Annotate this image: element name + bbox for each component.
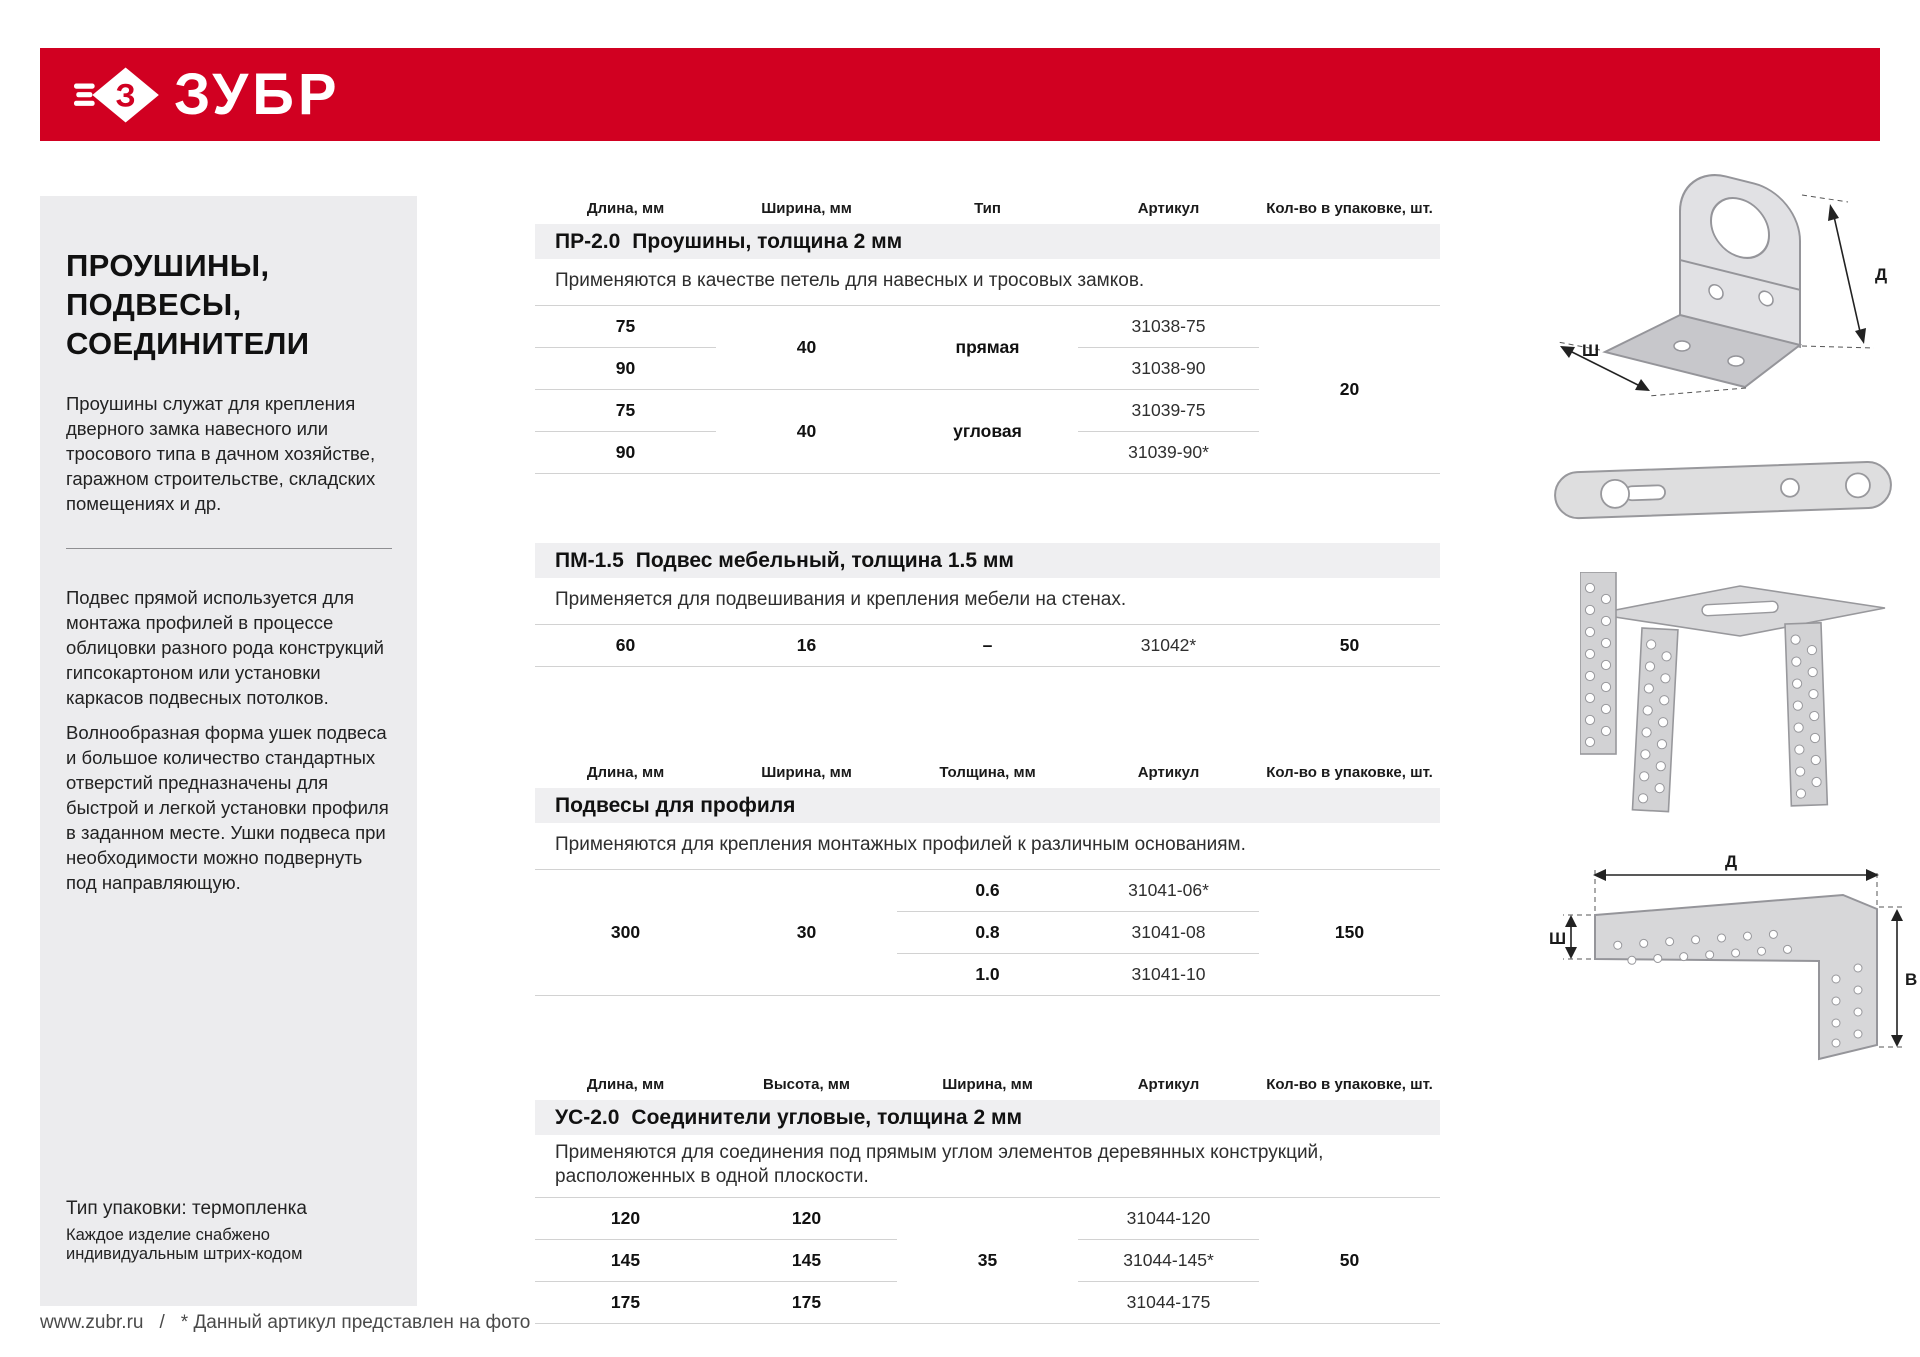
col-header-thickness: Толщина, мм (939, 763, 1036, 781)
section-code: ПМ-1.5 (555, 548, 624, 572)
cell-article: 31041-08 (1078, 911, 1259, 953)
angle-eyelet-figure (1530, 150, 1920, 400)
cell-length: 60 (535, 624, 716, 666)
section-row (535, 788, 1440, 823)
cell-length: 75 (535, 389, 716, 431)
page-footer (40, 1312, 530, 1334)
section-description (535, 1135, 1440, 1198)
col-header-height: Высота, мм (763, 1075, 850, 1093)
dimension-label-length: Д (1724, 852, 1738, 871)
table-block-eyelets (535, 196, 1440, 474)
col-header-qty: Кол-во в упаковке, шт. (1266, 763, 1433, 781)
column-header-row (535, 1072, 1440, 1100)
cell-length: 120 (535, 1198, 716, 1240)
table-block-furniture-hanger (535, 543, 1440, 667)
cell-height: 120 (716, 1198, 897, 1240)
cell-article: 31044-145* (1078, 1240, 1259, 1282)
section-description: Применяется для подвешивания и крепления мебели на стенах. (555, 588, 1127, 610)
col-header-qty: Кол-во в упаковке, шт. (1266, 199, 1433, 217)
cell-article: 31044-120 (1078, 1198, 1259, 1240)
cell-length: 145 (535, 1240, 716, 1282)
cell-article: 31041-06* (1078, 869, 1259, 911)
col-header-article: Артикул (1137, 1075, 1200, 1093)
corner-connector-figure (1545, 845, 1920, 1085)
packaging-note: Каждое изделие снабжено индивидуальным штрих-кодом (66, 1226, 303, 1263)
cell-width: 30 (716, 869, 897, 995)
cell-qty: 50 (1259, 624, 1440, 666)
cell-width: 40 (716, 389, 897, 473)
col-header-type: Тип (974, 199, 1001, 217)
cell-height: 175 (716, 1282, 897, 1324)
section-code: УС-2.0 (555, 1105, 620, 1129)
cell-length: 175 (535, 1282, 716, 1324)
brand-name: ЗУБР (174, 61, 341, 127)
cell-article: 31041-10 (1078, 953, 1259, 995)
page-title-line: ПРОУШИНЫ, (66, 248, 270, 283)
page-title (66, 246, 392, 363)
cell-article: 31039-90* (1078, 431, 1259, 473)
corner-connectors-table (535, 1072, 1440, 1324)
cell-type: угловая (897, 389, 1078, 473)
packaging-type: Тип упаковки: термопленка (66, 1198, 307, 1219)
packaging-info (66, 1198, 392, 1264)
col-header-width: Ширина, мм (761, 199, 852, 217)
section-title-corner-connectors (535, 1100, 1440, 1135)
section-title-furniture-hanger (535, 543, 1440, 578)
zubr-diamond-icon (74, 59, 160, 131)
table-row (535, 1198, 1440, 1240)
footer-asterisk-note: * Данный артикул представлен на фото (180, 1312, 531, 1333)
description-row (535, 823, 1440, 869)
intro-paragraph-hangers: Подвес прямой используется для монтажа профилей в процессе облицовки разного рода конструкций гипсокартоном или установки каркасов подвесных потолков. (66, 587, 384, 709)
section-name: Проушины, толщина 2 мм (632, 229, 903, 253)
profile-hanger-figure (1580, 572, 1900, 827)
cell-type: – (897, 624, 1078, 666)
table-block-corner-connectors (535, 1072, 1440, 1324)
profile-hangers-table (535, 760, 1440, 996)
cell-article: 31038-75 (1078, 305, 1259, 347)
eyelets-table (535, 196, 1440, 474)
col-header-length: Длина, мм (586, 1075, 665, 1093)
cell-article: 31038-90 (1078, 347, 1259, 389)
section-name: Подвесы для профиля (555, 793, 796, 817)
cell-article: 31039-75 (1078, 389, 1259, 431)
footer-separator: / (159, 1312, 165, 1333)
page-title-line: СОЕДИНИТЕЛИ (66, 326, 310, 362)
column-header-row (535, 196, 1440, 224)
description-row (535, 1135, 1440, 1198)
cell-width: 35 (897, 1198, 1078, 1324)
table-row (535, 624, 1440, 666)
section-description: Применяются в качестве петель для навесных и тросовых замков. (555, 269, 1145, 291)
dimension-label-height: В (1905, 970, 1918, 989)
intro-paragraph-eyelets: Проушины служат для крепления дверного замка навесного или тросового типа в дачном хозяйстве, гаражном строительстве, складских помещениях и др. (66, 393, 376, 515)
section-description: Применяются для крепления монтажных профилей к различным основаниям. (555, 833, 1246, 855)
description-row (535, 259, 1440, 305)
cell-qty: 20 (1259, 305, 1440, 473)
col-header-article: Артикул (1137, 763, 1200, 781)
sidebar (40, 196, 417, 1306)
dimension-label-width: Ш (1549, 929, 1567, 948)
cell-thickness: 1.0 (897, 953, 1078, 995)
section-name: Соединители угловые, толщина 2 мм (631, 1105, 1023, 1129)
section-name: Подвес мебельный, толщина 1.5 мм (635, 548, 1014, 572)
dimension-label-width: Ш (1582, 341, 1600, 360)
dimension-label-length: Д (1875, 265, 1888, 284)
cell-length: 90 (535, 347, 716, 389)
cell-qty: 50 (1259, 1198, 1440, 1324)
section-title-eyelets (535, 224, 1440, 259)
column-header-row (535, 760, 1440, 788)
col-header-article: Артикул (1137, 199, 1200, 217)
section-code: ПР-2.0 (555, 229, 621, 253)
table-row (535, 869, 1440, 911)
cell-height: 145 (716, 1240, 897, 1282)
brand-banner (40, 48, 1880, 141)
cell-thickness: 0.6 (897, 869, 1078, 911)
cell-article: 31044-175 (1078, 1282, 1259, 1324)
section-row (535, 543, 1440, 578)
section-title-profile-hangers (535, 788, 1440, 823)
cell-width: 16 (716, 624, 897, 666)
intro-paragraph-hangers-2: Волнообразная форма ушек подвеса и большое количество стандартных отверстий предназначены для быстрой и легкой установки профиля в заданном месте. Ушки подвеса при необходимости можно подвернуть под направляющую. (66, 722, 389, 894)
furniture-hanger-table (535, 543, 1440, 667)
page-title-line: ПОДВЕСЫ, (66, 287, 242, 323)
table-row (535, 305, 1440, 347)
site-link[interactable]: www.zubr.ru (40, 1312, 144, 1333)
col-header-width: Ширина, мм (942, 1075, 1033, 1093)
cell-length: 300 (535, 869, 716, 995)
svg-text:З: З (115, 76, 136, 113)
description-line: Применяются для соединения под прямым углом элементов деревянных конструкций, (555, 1142, 1324, 1163)
furniture-hanger-figure (1545, 438, 1905, 543)
description-line: расположенных в одной плоскости. (555, 1166, 869, 1187)
cell-thickness: 0.8 (897, 911, 1078, 953)
sidebar-divider (66, 548, 392, 549)
col-header-length: Длина, мм (586, 763, 665, 781)
cell-length: 75 (535, 305, 716, 347)
cell-article: 31042* (1078, 624, 1259, 666)
cell-qty: 150 (1259, 869, 1440, 995)
description-row (535, 578, 1440, 624)
col-header-width: Ширина, мм (761, 763, 852, 781)
col-header-qty: Кол-во в упаковке, шт. (1266, 1075, 1433, 1093)
cell-type: прямая (897, 305, 1078, 389)
cell-width: 40 (716, 305, 897, 389)
cell-length: 90 (535, 431, 716, 473)
section-row (535, 1100, 1440, 1135)
section-row (535, 224, 1440, 259)
col-header-length: Длина, мм (586, 199, 665, 217)
zubr-logo (74, 59, 341, 131)
table-block-profile-hangers (535, 760, 1440, 996)
